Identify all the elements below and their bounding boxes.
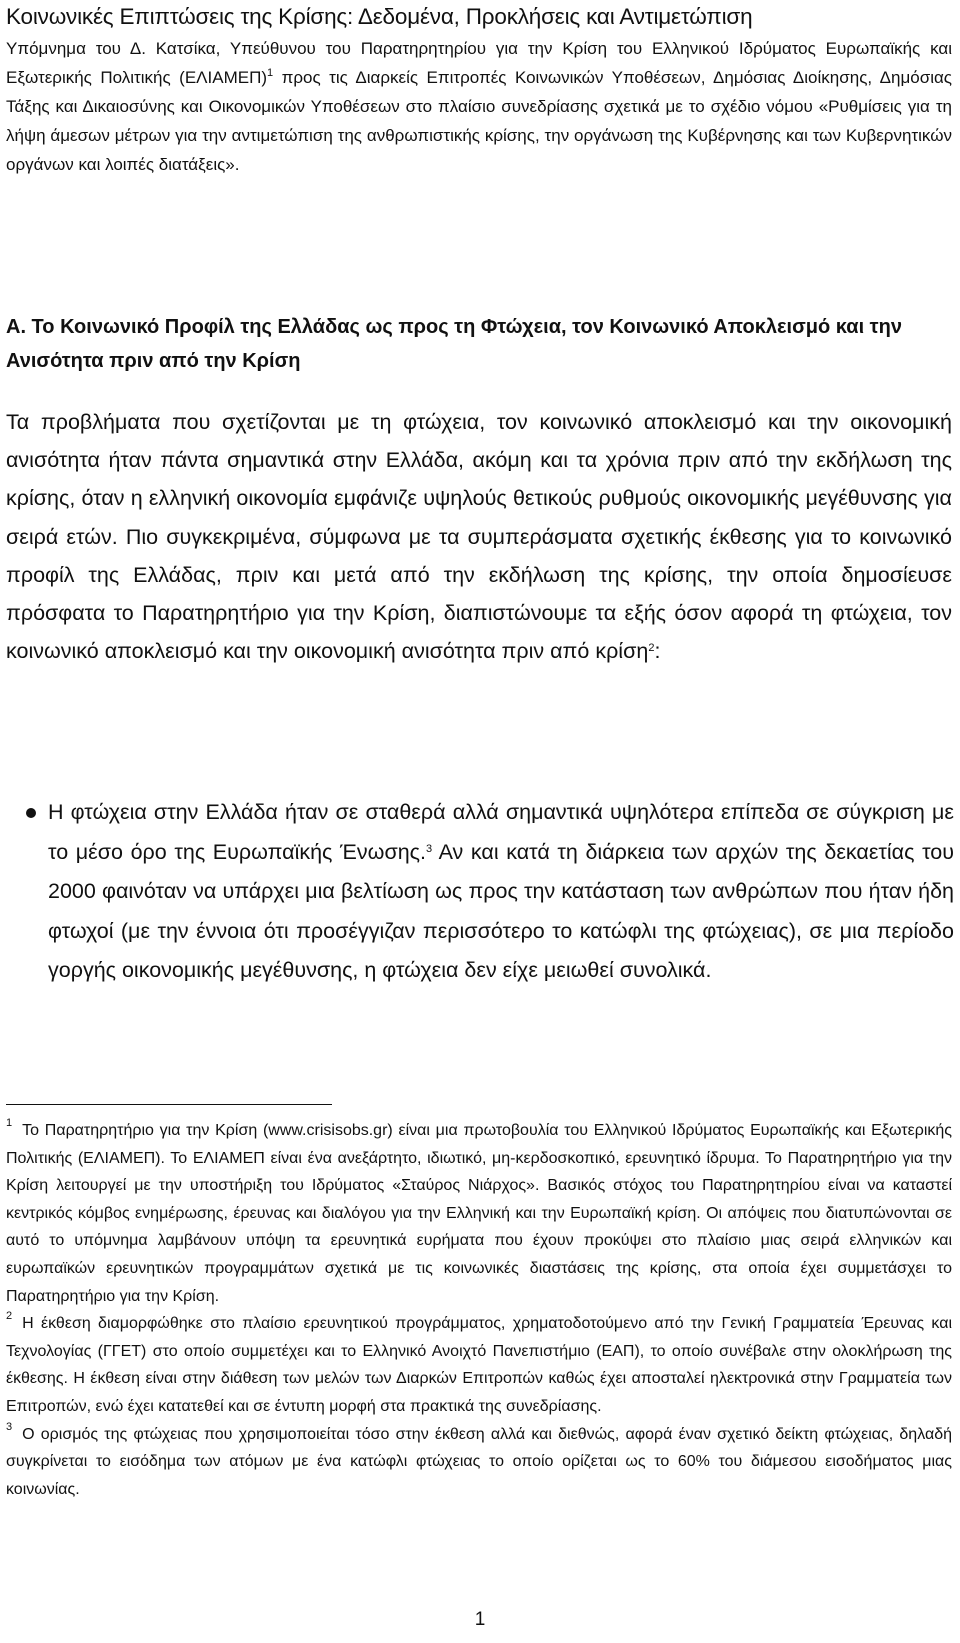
body-text: Τα προβλήματα που σχετίζονται με τη φτώχεια, τον κοινωνικό αποκλεισμό και την οικονομική ανισότητα ήταν πάντα σημαντικά στην Ελλάδα, ακόμη και τα χρόνια πριν από την εκδήλωση της κρίσης, όταν η ελληνική οικονομία εμφάνιζε υψηλούς θετικούς ρυθμούς οικονομικής μεγέθυνσης για σειρά ετών. Πιο συγκεκριμένα, σύμφωνα με τα συμπεράσματα σχετικής έκθεσης για το κοινωνικό προφίλ της Ελλάδας, πριν και μετά από την εκδήλωση της κρίσης, την οποία δημοσίευσε πρόσφατα το Παρατηρητήριο για την Κρίση, διαπιστώνουμε τα εξής όσον αφορά τη φτώχεια, τον κοινωνικό αποκλεισμό και την οικονομική ανισότητα πριν από κρίση bbox=[6, 410, 952, 664]
document-title: Κοινωνικές Επιπτώσεις της Κρίσης: Δεδομένα, Προκλήσεις και Αντιμετώπιση bbox=[6, 4, 753, 29]
bullet-item bbox=[48, 793, 954, 991]
section-heading: Α. Το Κοινωνικό Προφίλ της Ελλάδας ως προς τη Φτώχεια, τον Κοινωνικό Αποκλεισμό και την Ανισότητα πριν από την Κρίση bbox=[6, 316, 902, 372]
footnote-text: Ο ορισμός της φτώχειας που χρησιμοποιείται τόσο στην έκθεση αλλά και διεθνώς, αφορά έναν σχετικό δείκτη φτώχειας, δηλαδή συγκρίνεται το εισόδημα των ατόμων με ένα κατώφλι φτώχειας το οποίο ορίζεται ως το 60% του διάμεσου εισοδήματος μιας κοινωνίας. bbox=[6, 1425, 952, 1498]
footnote-number: 1 bbox=[6, 1117, 13, 1129]
bullet-text-cont: Αν και κατά τη διάρκεια των αρχών της δεκαετίας του 2000 φαινόταν να υπάρχει μια βελτίωση ως προς την κατάσταση των ανθρώπων που ήταν ήδη φτωχοί (με την έννοια ότι προσέγγιζαν περισσότερο το κατώφλι της φτώχειας), σε μια περίοδο γοργής οικονομικής μεγέθυνσης, η φτώχεια δεν είχε μειωθεί συνολικά. bbox=[48, 839, 954, 983]
body-paragraph bbox=[6, 403, 952, 670]
footnote-2 bbox=[6, 1310, 952, 1420]
footnote-text: Η έκθεση διαμορφώθηκε στο πλαίσιο ερευνητικού προγράμματος, χρηματοδοτούμενο από την Γενική Γραμματεία Έρευνας και Τεχνολογίας (ΓΓΕΤ) στο οποίο συμμετέχει και το Ελληνικό Ανοιχτό Πανεπιστήμιο (ΕΑΠ), το οποίο συνέβαλε στην ολοκλήρωση της έκθεσης. Η έκθεση είναι στην διάθεση των μελών των Διαρκών Επιτροπών καθώς έχει αποσταλεί ηλεκτρονικά στην Γραμματεία των Επιτροπών, ενώ έχει κατατεθεί και σε έντυπη μορφή στα πρακτικά της συνεδρίασης. bbox=[6, 1315, 952, 1415]
footnotes bbox=[6, 1117, 952, 1503]
footnote-text: Το Παρατηρητήριο για την Κρίση (www.crisisobs.gr) είναι μια πρωτοβουλία του Ελληνικού Ιδρύματος Ευρωπαϊκής και Εξωτερικής Πολιτικής (ΕΛΙΑΜΕΠ). Το ΕΛΙΑΜΕΠ είναι ένα ανεξάρτητο, ιδιωτικό, μη-κερδοσκοπικό, ερευνητικό ίδρυμα. Το Παρατηρητήριο για την Κρίση λειτουργεί με την υποστήριξη του Ιδρύματος «Σταύρος Νιάρχος». Βασικός στόχος του Παρατηρητηρίου είναι να καταστεί κεντρικός κόμβος ενημέρωσης, έρευνας και διαλόγου για την Ελληνική και την Ευρωπαϊκή κρίση. Οι απόψεις που διατυπώνονται σε αυτό το υπόμνημα λαμβάνουν υπόψη τα ερευνητικά ευρήματα που έχουν προκύψει στο πλαίσιο μιας σειρά ελληνικών και ευρωπαϊκών ερευνητικών προγραμμάτων σχετικά με τις κοινωνικές διαστάσεις της κρίσης, στα οποία έχει συμμετάσχει το Παρατηρητήριο για την Κρίση. bbox=[6, 1122, 952, 1305]
footnote-3 bbox=[6, 1421, 952, 1504]
intro-text-cont: προς τις Διαρκείς Επιτροπές Κοινωνικών Υποθέσεων, Δημόσιας Διοίκησης, Δημόσιας Τάξης και Δικαιοσύνης και Οικονομικών Υποθέσεων στο πλαίσιο συνεδρίασης σχετικά με το σχέδιο νόμου «Ρυθμίσεις για τη λήψη άμεσων μέτρων για την αντιμετώπιση της ανθρωπιστικής κρίσης, την οργάνωση της Κυβέρνησης και των Κυβερνητικών οργάνων και λοιπές διατάξεις». bbox=[6, 68, 952, 174]
bullet-text: Η φτώχεια στην Ελλάδα ήταν σε σταθερά αλλά σημαντικά υψηλότερα επίπεδα σε σύγκριση με το μέσο όρο της Ευρωπαϊκής Ένωσης. bbox=[48, 800, 954, 864]
footnote-number: 3 bbox=[6, 1420, 13, 1433]
intro-text: Υπόμνημα του Δ. Κατσίκα, Υπεύθυνου του Παρατηρητηρίου για την Κρίση του Ελληνικού Ιδρύματος Ευρωπαϊκής και Εξωτερικής Πολιτικής (ΕΛΙΑΜΕΠ) bbox=[6, 39, 952, 87]
footnote-ref-2[interactable]: 2 bbox=[648, 642, 655, 655]
page-number: 1 bbox=[474, 1609, 486, 1630]
bullet-point-icon bbox=[26, 808, 36, 818]
footnote-1 bbox=[6, 1117, 952, 1310]
body-text-tail: : bbox=[654, 639, 661, 664]
footnote-ref-1[interactable]: 1 bbox=[267, 67, 274, 79]
intro-paragraph bbox=[6, 34, 952, 179]
footnote-ref-3[interactable]: 3 bbox=[426, 842, 433, 855]
footnote-separator bbox=[6, 1104, 332, 1105]
footnote-number: 2 bbox=[6, 1310, 13, 1323]
